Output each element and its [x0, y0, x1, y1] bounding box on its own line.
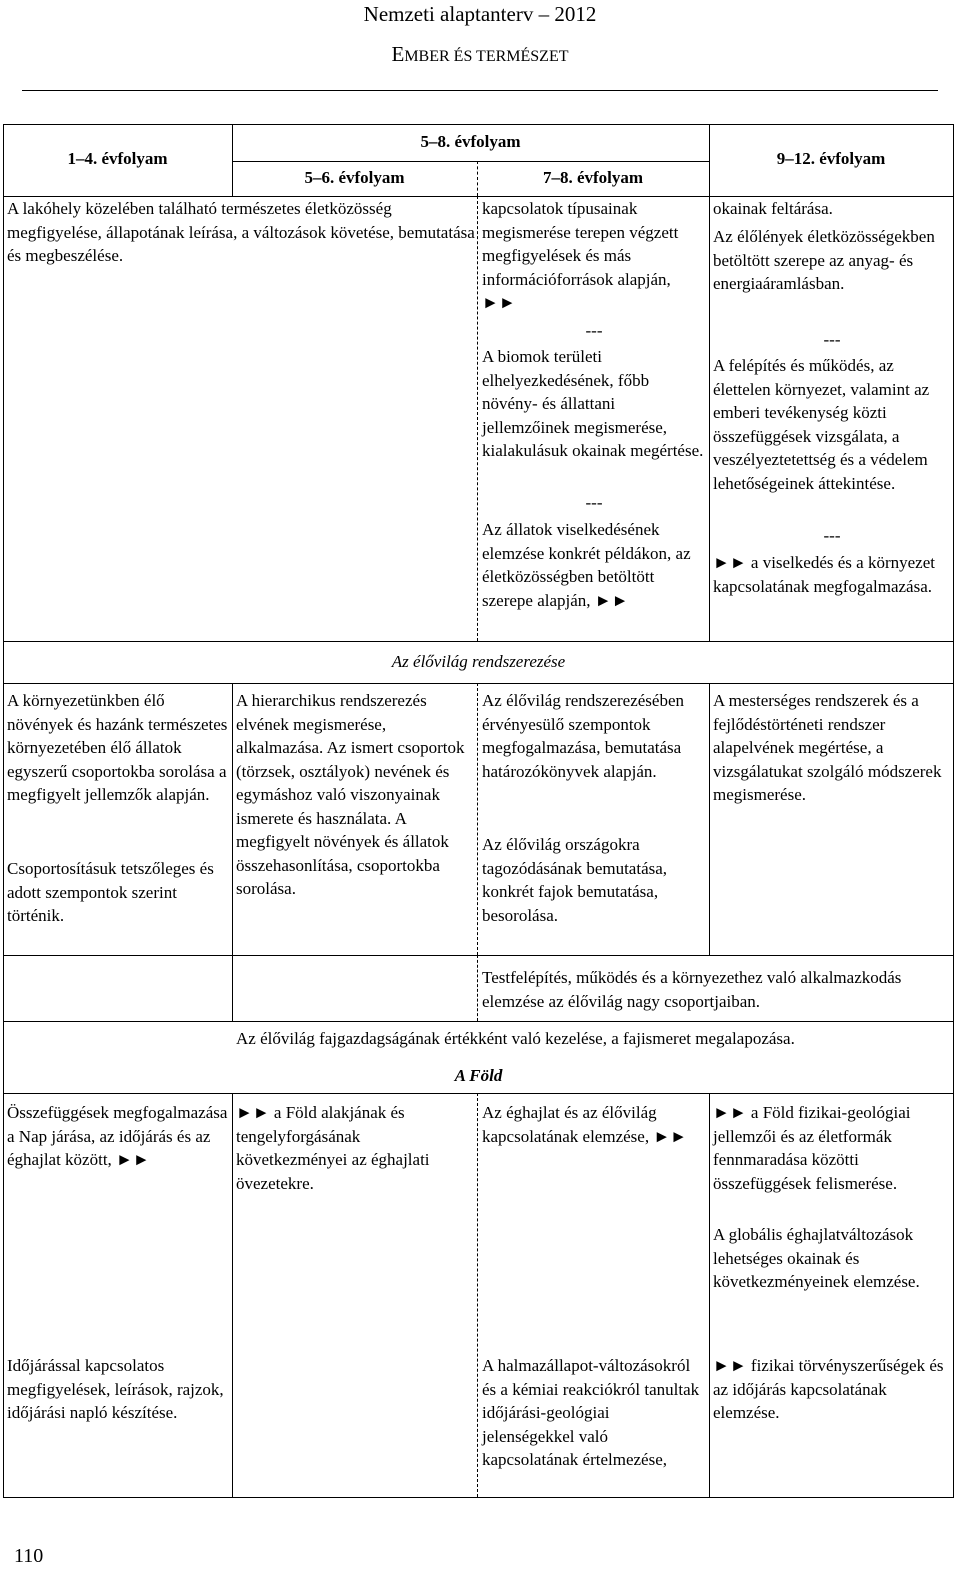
row1-col3-text-c: Az állatok viselkedésének elemzése konkrét példákon, az életközösségben betöltött szerepe alapján, ►► — [482, 520, 691, 610]
document-title: Nemzeti alaptanterv – 2012 — [363, 2, 597, 26]
page-number: 110 — [14, 1545, 44, 1567]
row2-col3-text-b: Az élővilág országokra tagozódásának bemutatása, konkrét fajok bemutatása, besorolása. — [482, 835, 668, 925]
header-grade-5-6: 5–6. évfolyam — [304, 168, 405, 187]
row1-col3-text-a: kapcsolatok típusainak megismerése terepen végzett megfigyelések és más információforrások alapján, ►► — [482, 199, 679, 312]
row1-left-text: A lakóhely közelében található természetes életközösség megfigyelése, állapotának leírása, a változások követése, bemutatása és megbeszélése. — [7, 199, 475, 265]
header-grade-1-4: 1–4. évfolyam — [67, 149, 168, 168]
subtitle-initial: E — [391, 42, 405, 66]
row1-col4-separator-1: --- — [823, 330, 841, 349]
row6-col3-text: A halmazállapot-változásokról és a kémiai reakciókról tanultak időjárási-geológiai jelenségekkel való kapcsolatának értelmezése, — [482, 1356, 700, 1469]
row1-col3-separator-1: --- — [585, 321, 603, 340]
row1-col4-text-a: okainak feltárása. — [713, 199, 833, 218]
header-grade-5-8: 5–8. évfolyam — [420, 132, 521, 151]
row1-col3-separator-2: --- — [585, 493, 603, 512]
row1-col4-text-d: ►► a viselkedés és a környezet kapcsolatának megfogalmazása. — [713, 553, 935, 596]
row5-col2-text: ►► a Föld alakjának és tengelyforgásának következményei az éghajlati övezetekre. — [236, 1103, 430, 1193]
section-title-elovilag: Az élővilág rendszerezése — [391, 652, 566, 671]
row5-col4-text-a: ►► a Föld fizikai-geológiai jellemzői és az életformák fennmaradása közötti összefüggések felismerése. — [713, 1103, 911, 1193]
row1-col4-separator-2: --- — [823, 526, 841, 545]
header-grade-7-8: 7–8. évfolyam — [542, 168, 644, 187]
section-title-fold: A Föld — [454, 1066, 503, 1085]
row2-col2-text: A hierarchikus rendszerezés elvének megismerése, alkalmazása. Az ismert csoportok (törzsek, osztályok) nevének és egymáshoz való viszonyainak ismerete és használata. A megfigyelt növények és állatok összehasonlítása, csoportokba sorolása. — [236, 691, 465, 898]
document-subtitle — [0, 42, 960, 67]
header-rule — [22, 90, 938, 91]
row3-text: Testfelépítés, működés és a környezethez való alkalmazkodás elemzése az élővilág nagy csoportjaiban. — [482, 968, 902, 1011]
row5-col1-text: Összefüggések megfogalmazása a Nap járása, az időjárás és az éghajlat között, ►► — [7, 1103, 228, 1169]
row5-col4-text-b: A globális éghajlatváltozások lehetséges okainak és következményeinek elemzése. — [713, 1225, 920, 1291]
row2-col4-text: A mesterséges rendszerek és a fejlődéstörténeti rendszer alapelvének megértése, a vizsgálatukat szolgáló módszerek megismerése. — [713, 691, 942, 804]
row4-text: Az élővilág fajgazdagságának értékként való kezelése, a fajismeret megalapozása. — [236, 1029, 795, 1048]
row2-col1-text-a: A környezetünkben élő növények és hazánk természetes környezetében élő állatok egyszerű csoportokba sorolása a megfigyelt jellemzők alapján. — [7, 691, 228, 804]
row1-col4-text-b: Az élőlények életközösségekben betöltött szerepe az anyag- és energiaáramlásban. — [713, 227, 935, 293]
row5-col3-text: Az éghajlat és az élővilág kapcsolatának elemzése, ►► — [482, 1103, 687, 1146]
row1-col4-text-c: A felépítés és működés, az élettelen környezet, valamint az emberi tevékenység közti összefüggések vizsgálata, a veszélyeztetettség és a védelem lehetőségeinek áttekintése. — [713, 356, 930, 493]
row6-col1-text: Időjárással kapcsolatos megfigyelések, leírások, rajzok, időjárási napló készítése. — [7, 1356, 224, 1422]
subtitle-rest: MBER ÉS TERMÉSZET — [404, 48, 569, 65]
row6-col4-text: ►► fizikai törvényszerűségek és az időjárás kapcsolatának elemzése. — [713, 1356, 944, 1422]
row1-col3-text-b: A biomok területi elhelyezkedésének, főbb növény- és állattani jellemzőinek megismerése, kialakulásuk okainak megértése. — [482, 347, 704, 460]
row2-col1-text-b: Csoportosításuk tetszőleges és adott szempontok szerint történik. — [7, 859, 214, 925]
row2-col3-text-a: Az élővilág rendszerezésében érvényesülő szempontok megfogalmazása, bemutatása határozókönyvek alapján. — [482, 691, 684, 781]
header-grade-9-12: 9–12. évfolyam — [776, 149, 886, 168]
